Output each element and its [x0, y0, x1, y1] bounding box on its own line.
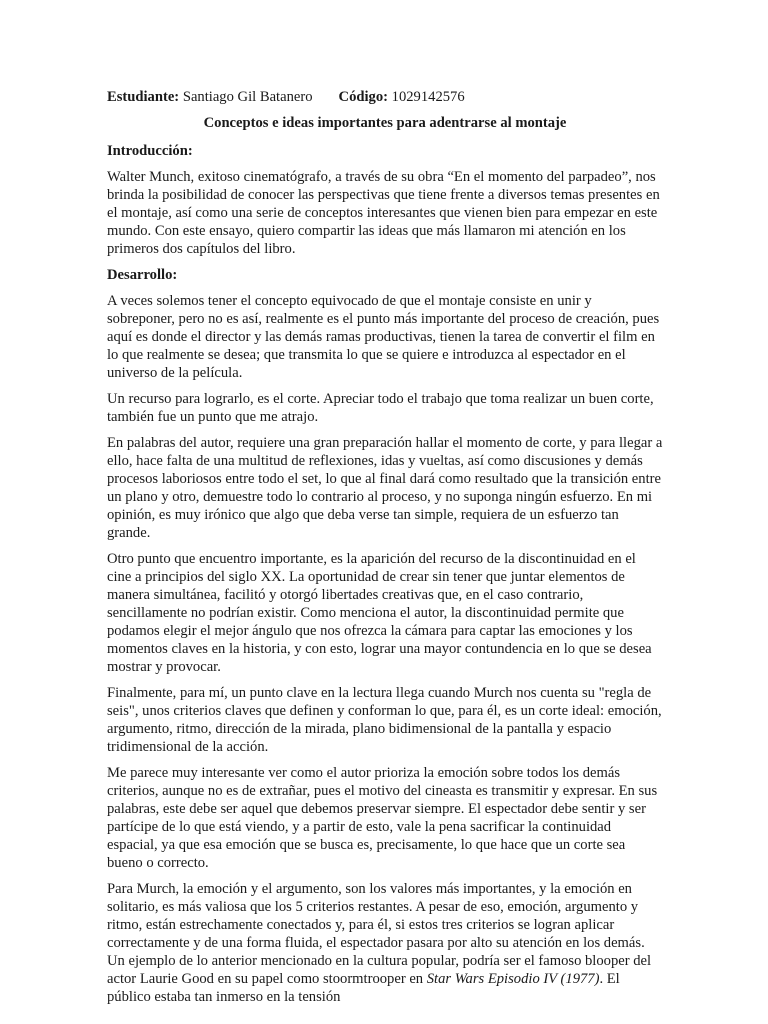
code-value: 1029142576 [391, 89, 465, 105]
body-paragraph-5: Finalmente, para mí, un punto clave en la lectura llega cuando Murch nos cuenta su "regla de seis", unos criterios claves que definen y conforman lo que, para él, es un corte ideal: emoción, argumento, ritmo, dirección de la mirada, plano bidimensional de la pantalla y espacio tridimensional de la acción. [107, 685, 662, 755]
paragraph-7-text-end: . El público estaba tan inmerso en la tensión [107, 971, 620, 1005]
paragraph-7-text-start: Para Murch, la emoción y el argumento, son los valores más importantes, y la emoción en solitario, es más valiosa que los 5 criterios restantes. A pesar de eso, emoción, argumento y ritmo, están estrechamente conectados y, para él, si estos tres criterios se logran aplicar correctamente y de una forma fluida, el espectador pasara por alto su atención en los demás. Un ejemplo de lo anterior mencionado en la cultura popular, podría ser el famoso blooper del actor Laurie Good en su papel como stoormtrooper en [107, 881, 652, 987]
code-label: Código: [338, 89, 388, 105]
body-paragraph-2: Un recurso para lograrlo, es el corte. Apreciar todo el trabajo que toma realizar un buen corte, también fue un punto que me atrajo. [107, 391, 654, 425]
student-name: Santiago Gil Batanero [182, 89, 313, 105]
document-title: Conceptos e ideas importantes para adentrarse al montaje [203, 115, 567, 131]
student-header [107, 88, 663, 106]
intro-heading: Introducción: [107, 143, 193, 159]
document-page [107, 88, 663, 1014]
student-label: Estudiante: [107, 89, 180, 105]
intro-paragraph: Walter Munch, exitoso cinematógrafo, a través de su obra “En el momento del parpadeo”, nos brinda la posibilidad de conocer las perspectivas que tiene frente a diversos temas presentes en el montaje, así como una serie de conceptos interesantes que vienen bien para empezar en este mundo. Con este ensayo, quiero compartir las ideas que más llamaron mi atención en los primeros dos capítulos del libro. [107, 169, 660, 257]
body-paragraph-3: En palabras del autor, requiere una gran preparación hallar el momento de corte, y para llegar a ello, hace falta de una multitud de reflexiones, idas y vueltas, así como discusiones y demás procesos laboriosos entre todo el set, lo que al final dará como resultado que la transición entre un plano y otro, demuestre todo lo contrario al proceso, y no suponga ningún esfuerzo. En mi opinión, es muy irónico que algo que deba verse tan simple, requiera de un esfuerzo tan grande. [107, 435, 663, 541]
body-paragraph-4: Otro punto que encuentro importante, es la aparición del recurso de la discontinuidad en el cine a principios del siglo XX. La oportunidad de crear sin tener que juntar elementos de manera simultánea, facilitó y otorgó libertades creativas que, en el caso contrario, sencillamente no podrían existir. Como menciona el autor, la discontinuidad permite que podamos elegir el mejor ángulo que nos ofrezca la cámara para captar las emociones y los momentos claves en la historia, y con esto, lograr una mayor contundencia en lo que se desea mostrar y provocar. [107, 551, 652, 675]
film-title: Star Wars Episodio IV (1977) [426, 971, 600, 987]
body-paragraph-1: A veces solemos tener el concepto equivocado de que el montaje consiste en unir y sobreponer, pero no es así, realmente es el punto más importante del proceso de creación, pues aquí es donde el director y las demás ramas productivas, tienen la tarea de convertir el film en lo que realmente se desea; que transmita lo que se quiere e introduzca al espectador en el universo de la película. [107, 293, 660, 381]
body-paragraph-6: Me parece muy interesante ver como el autor prioriza la emoción sobre todos los demás criterios, aunque no es de extrañar, pues el motivo del cineasta es transmitir y expresar. En sus palabras, este debe ser aquel que debemos preservar siempre. El espectador debe sentir y ser partícipe de lo que está viendo, y a partir de esto, vale la pena sacrificar la continuidad espacial, ya que esa emoción que se busca es, precisamente, lo que hace que un corte sea bueno o correcto. [107, 765, 658, 871]
body-paragraph-7 [107, 880, 663, 1006]
development-heading: Desarrollo: [107, 267, 178, 283]
